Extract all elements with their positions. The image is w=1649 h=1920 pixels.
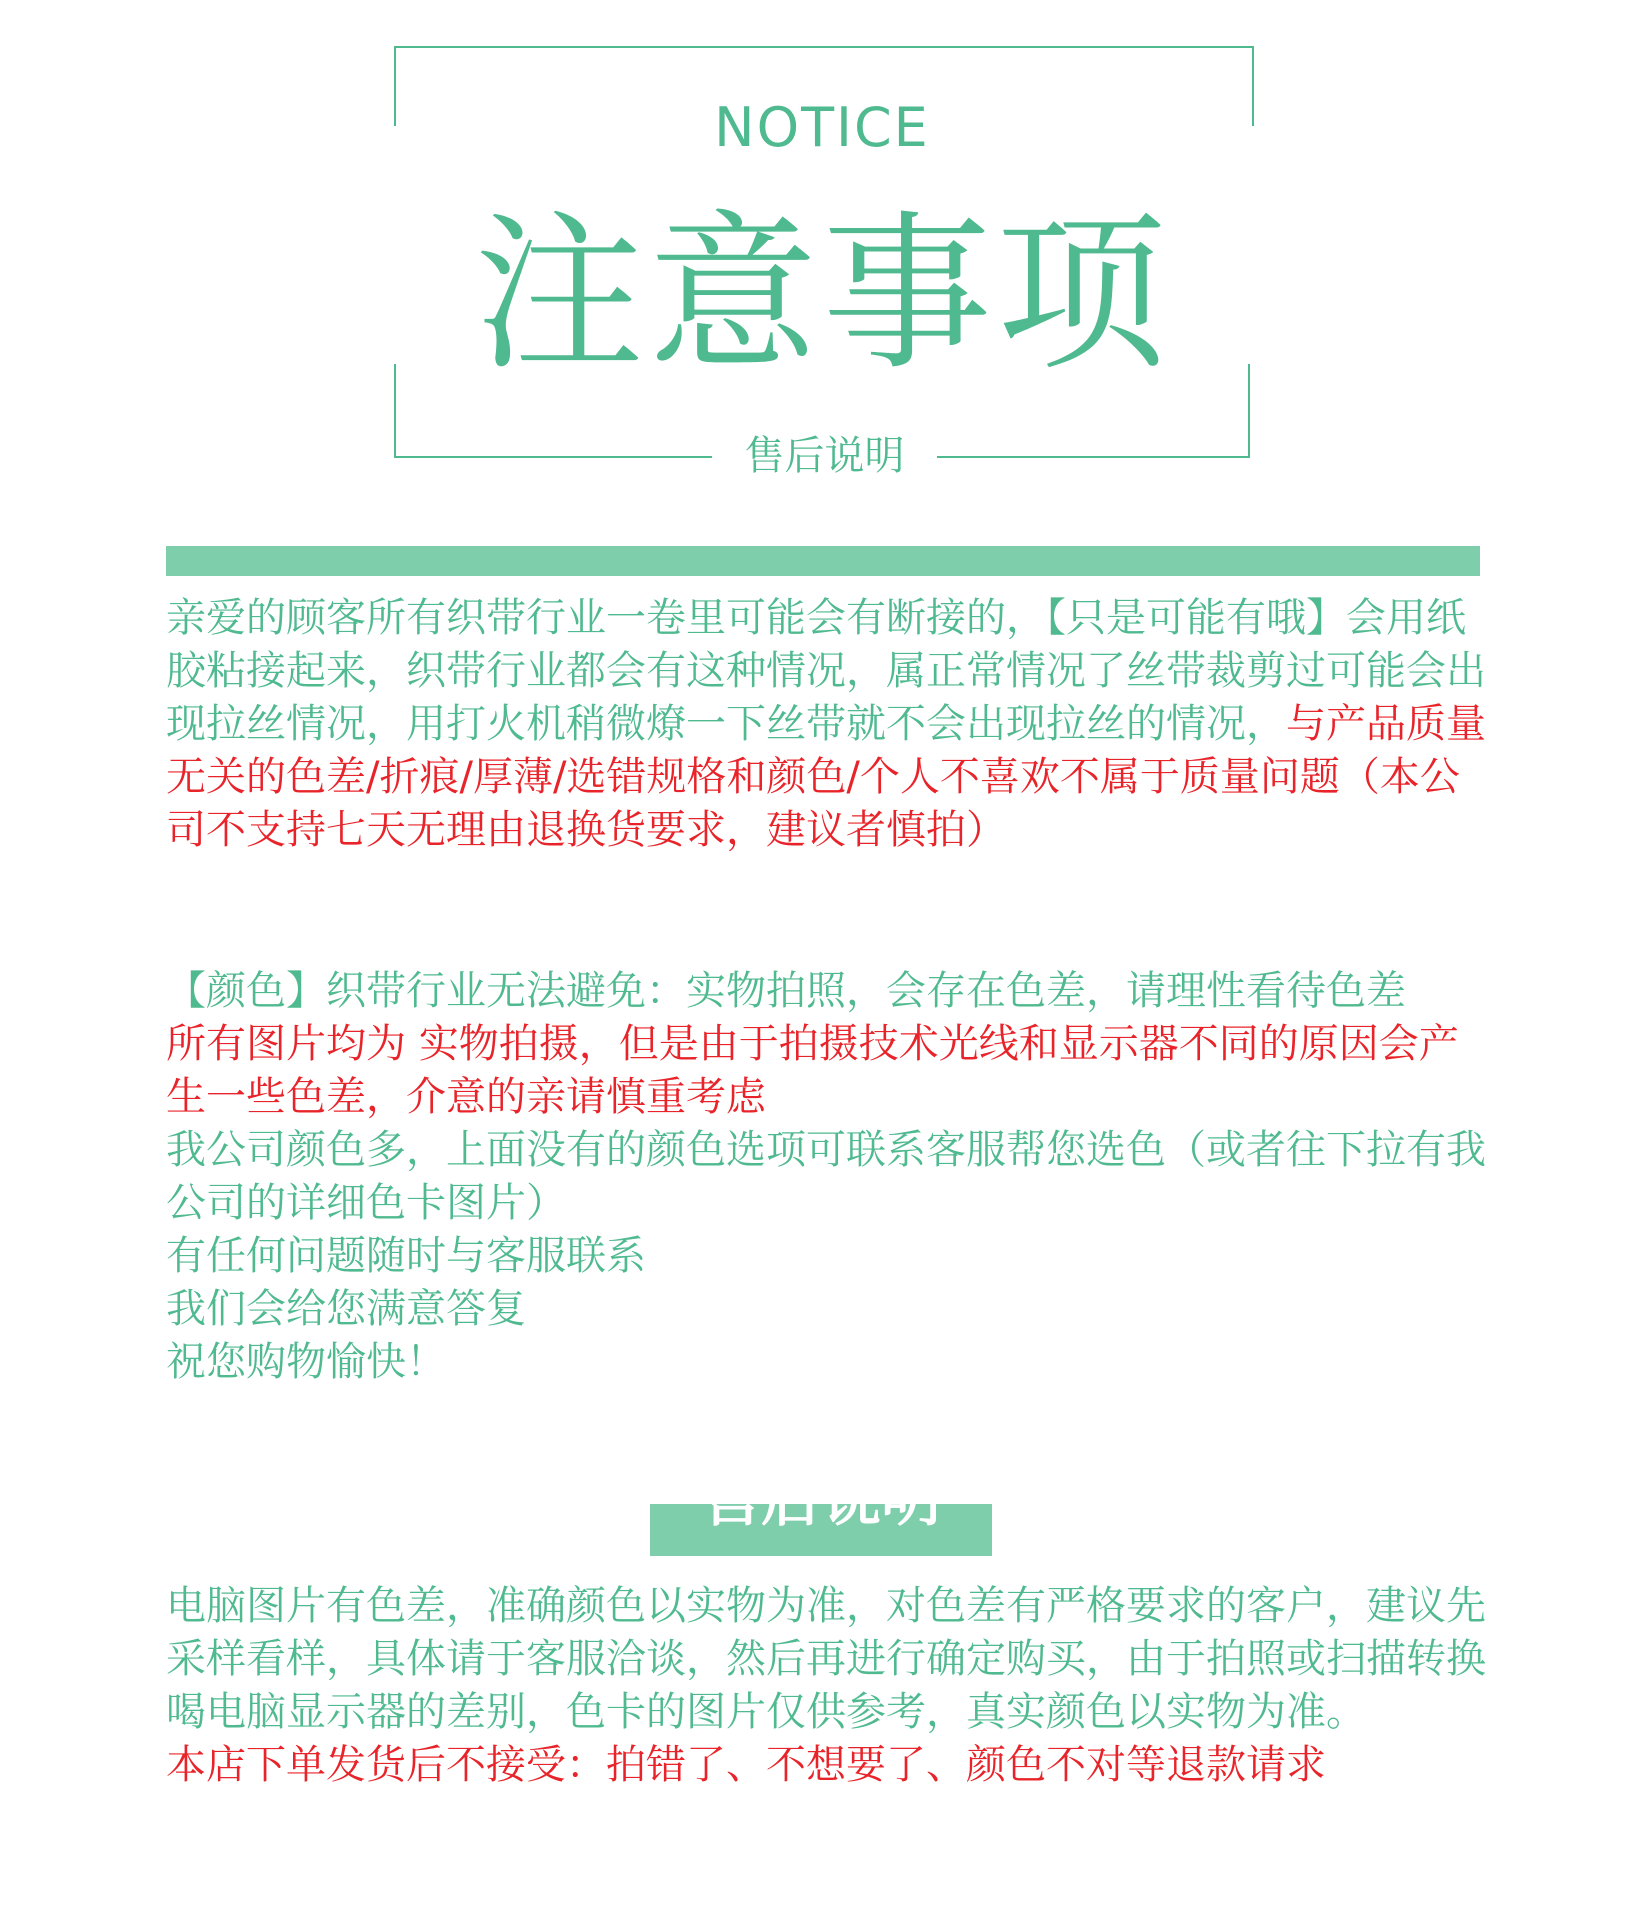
notice-block-2 <box>166 965 1486 1389</box>
divider-bar <box>166 546 1480 576</box>
wish-text: 祝您购物愉快！ <box>166 1339 446 1385</box>
more-colors-text: 我公司颜色多，上面没有的颜色选项可联系客服帮您选色（或者往下拉有我公司的详细色卡图片） <box>166 1127 1486 1226</box>
photo-note-text: 所有图片均为 实物拍摄，但是由于拍摄技术光线和显示器不同的原因会产生一些色差，介意的亲请慎重考虑 <box>166 1021 1459 1120</box>
page-title: 注意事项 <box>473 196 1170 394</box>
page-subtitle: 售后说明 <box>744 433 905 479</box>
color-note-text: 【颜色】织带行业无法避免：实物拍照，会存在色差，请理性看待色差 <box>166 968 1406 1014</box>
contact-text: 有任何问题随时与客服联系 <box>166 1233 646 1279</box>
notice-label: NOTICE <box>714 96 930 159</box>
notice-block-1 <box>166 592 1486 857</box>
notice-block-3 <box>166 1580 1486 1792</box>
splice-notice-text: 亲爱的顾客所有织带行业一卷里可能会有断接的，【只是可能有哦】会用纸胶粘接起来，织带行业都会有这种情况，属正常情况了丝带裁剪过可能会出现拉丝情况，用打火机稍微燎一下丝带就不会出现拉丝的情况， <box>166 595 1486 747</box>
satisfaction-text: 我们会给您满意答复 <box>166 1286 526 1332</box>
color-difference-text: 电脑图片有色差，准确颜色以实物为准，对色差有严格要求的客户，建议先采样看样，具体请于客服洽谈，然后再进行确定购买，由于拍照或扫描转换喝电脑显示器的差别，色卡的图片仅供参考，真实颜色以实物为准。 <box>166 1583 1486 1735</box>
refund-policy-text: 本店下单发货后不接受：拍错了、不想要了、颜色不对等退款请求 <box>166 1742 1326 1788</box>
frame-bottom-line-right <box>937 456 1250 458</box>
quality-warning-text: 与产品质量无关的色差/折痕/厚薄/选错规格和颜色/个人不喜欢不属于质量问题（本公司不支持七天无理由退换货要求，建议者慎拍） <box>166 701 1486 853</box>
frame-bottom-line-left <box>394 456 712 458</box>
section-title: 售后说明 <box>701 1465 941 1535</box>
